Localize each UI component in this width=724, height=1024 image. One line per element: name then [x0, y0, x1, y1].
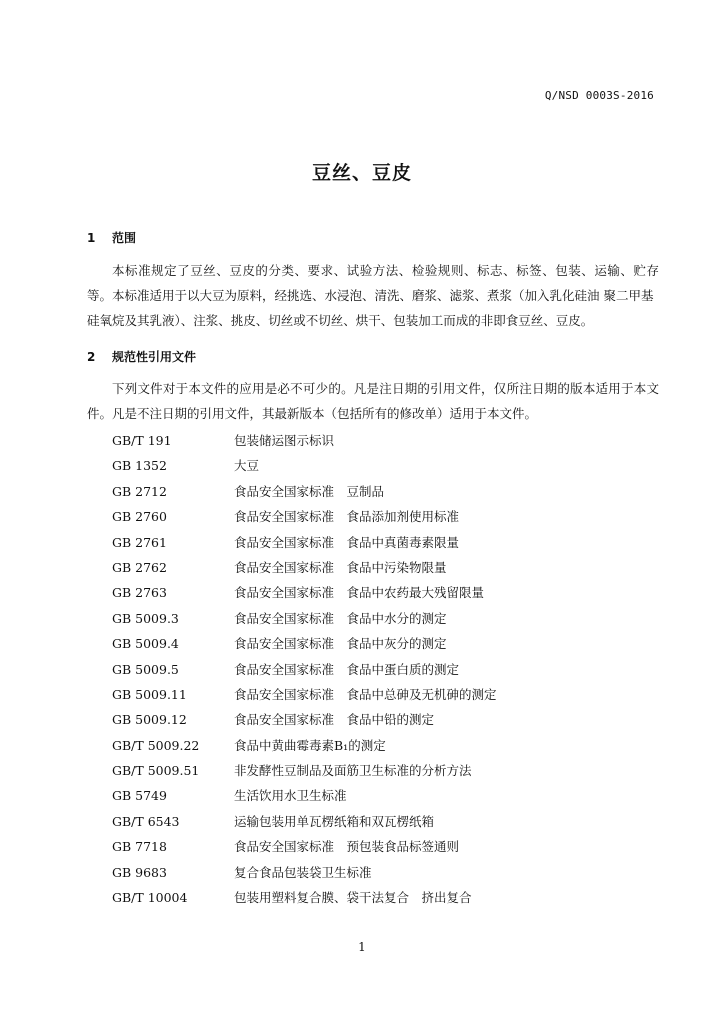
list-item	[112, 530, 660, 555]
reference-code: GB 2712	[112, 483, 167, 499]
reference-code: GB/T 5009.22	[112, 737, 200, 753]
reference-code: GB 2762	[112, 559, 167, 575]
reference-name: 非发酵性豆制品及面筋卫生标准的分析方法	[234, 763, 472, 779]
list-item	[112, 733, 660, 758]
reference-code: GB 5009.3	[112, 610, 179, 626]
list-item	[112, 834, 660, 859]
reference-name: 食品安全国家标准 食品中真菌毒素限量	[234, 534, 460, 550]
reference-code: GB 2761	[112, 534, 167, 550]
reference-name: 食品安全国家标准 食品添加剂使用标准	[234, 509, 460, 525]
list-item	[112, 580, 660, 605]
reference-name: 包装用塑料复合膜、袋干法复合 挤出复合	[234, 890, 472, 906]
reference-name: 生活饮用水卫生标准	[234, 788, 347, 804]
section-title: 范围	[112, 231, 137, 245]
reference-code: GB/T 5009.51	[112, 763, 200, 779]
reference-name: 食品中黄曲霉毒素B₁的测定	[234, 737, 386, 753]
reference-list	[112, 428, 660, 910]
paragraph: 下列文件对于本文件的应用是必不可少的。凡是注日期的引用文件，仅所注日期的版本适用于本文件。凡是不注日期的引用文件，其最新版本（包括所有的修改单）适用于本文件。	[87, 381, 659, 421]
section-heading-normative-references	[87, 348, 196, 365]
reference-code: GB/T 6543	[112, 813, 180, 829]
reference-name: 食品安全国家标准 食品中农药最大残留限量	[234, 585, 485, 601]
section-number: 2	[87, 350, 96, 364]
reference-name: 食品安全国家标准 食品中污染物限量	[234, 559, 447, 575]
list-item	[112, 860, 660, 885]
reference-name: 食品安全国家标准 食品中蛋白质的测定	[234, 661, 460, 677]
list-item	[112, 555, 660, 580]
reference-name: 复合食品包装袋卫生标准	[234, 864, 372, 880]
reference-name: 食品安全国家标准 食品中水分的测定	[234, 610, 447, 626]
list-item	[112, 809, 660, 834]
list-item	[112, 783, 660, 808]
reference-code: GB 2760	[112, 509, 167, 525]
paragraph: 本标准适用于以大豆为原料，经挑选、水浸泡、清洗、磨浆、滤浆、煮浆（加入乳化硅油 聚二甲基硅氧烷及其乳液）、注浆、挑皮、切丝或不切丝、烘干、包装加工而成的非即食豆丝、豆皮。	[87, 288, 654, 328]
list-item	[112, 707, 660, 732]
list-item	[112, 453, 660, 478]
list-item	[112, 631, 660, 656]
reference-code: GB 5749	[112, 788, 167, 804]
list-item	[112, 479, 660, 504]
section-heading-scope	[87, 229, 136, 246]
page-number: 1	[358, 940, 366, 954]
reference-code: GB 7718	[112, 839, 167, 855]
reference-code: GB 1352	[112, 458, 167, 474]
reference-code: GB/T 191	[112, 433, 172, 448]
reference-name: 大豆	[234, 458, 260, 474]
reference-name: 食品安全国家标准 豆制品	[234, 483, 385, 499]
section-number: 1	[87, 231, 96, 245]
document-title: 豆丝、豆皮	[311, 162, 412, 184]
list-item	[112, 657, 660, 682]
reference-name: 食品安全国家标准 食品中总砷及无机砷的测定	[234, 686, 497, 702]
reference-name: 包装储运图示标识	[234, 433, 335, 448]
reference-code: GB 9683	[112, 864, 167, 880]
list-item	[112, 428, 660, 453]
reference-code: GB 5009.12	[112, 712, 187, 728]
reference-name: 食品安全国家标准 预包装食品标签通则	[234, 839, 460, 855]
reference-code: GB 5009.11	[112, 686, 187, 702]
reference-name: 食品安全国家标准 食品中灰分的测定	[234, 636, 447, 652]
section-title: 规范性引用文件	[112, 350, 197, 364]
list-item	[112, 758, 660, 783]
reference-code: GB/T 10004	[112, 890, 188, 906]
reference-code: GB 2763	[112, 585, 167, 601]
list-item	[112, 606, 660, 631]
list-item	[112, 885, 660, 910]
list-item	[112, 682, 660, 707]
paragraph: 本标准规定了豆丝、豆皮的分类、要求、试验方法、检验规则、标志、标签、包装、运输、贮存等。	[87, 263, 659, 303]
reference-name: 食品安全国家标准 食品中铅的测定	[234, 712, 435, 728]
reference-code: GB 5009.4	[112, 636, 179, 652]
document-code: Q/NSD 0003S-2016	[544, 89, 654, 102]
reference-name: 运输包装用单瓦楞纸箱和双瓦楞纸箱	[234, 813, 435, 829]
reference-code: GB 5009.5	[112, 661, 179, 677]
list-item	[112, 504, 660, 529]
